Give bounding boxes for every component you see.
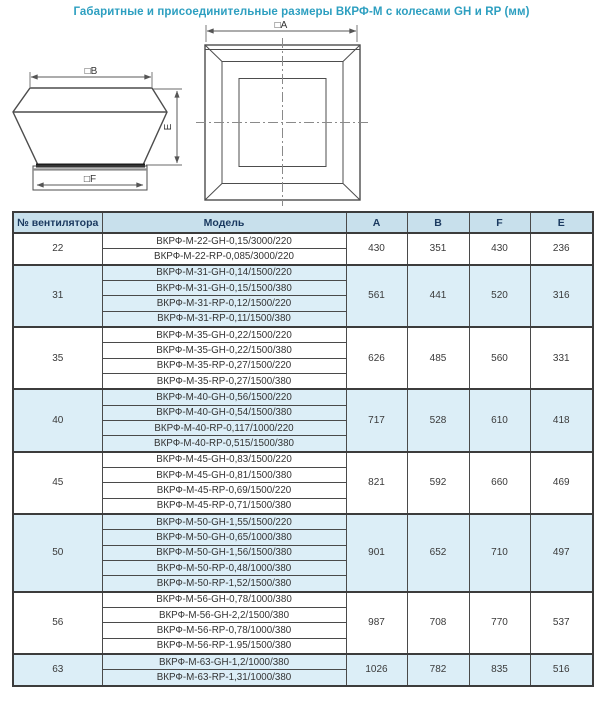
dim-b-cell: 351 xyxy=(407,233,469,265)
table-row xyxy=(13,452,593,468)
model-cell: ВКРФ-М-50-GH-1,55/1500/220 xyxy=(102,514,346,530)
dim-b-cell: 441 xyxy=(407,265,469,327)
dim-f-cell: 560 xyxy=(469,327,530,389)
dim-e-cell: 516 xyxy=(530,654,593,686)
dim-f-label: □F xyxy=(83,174,97,185)
model-cell: ВКРФ-М-40-GH-0,54/1500/380 xyxy=(102,405,346,420)
dim-e-cell: 469 xyxy=(530,452,593,514)
dim-b-label: □B xyxy=(84,66,98,77)
model-cell: ВКРФ-М-31-GH-0,15/1500/380 xyxy=(102,281,346,296)
header-dim-e: E xyxy=(530,212,593,233)
model-cell: ВКРФ-М-31-RP-0,12/1500/220 xyxy=(102,296,346,311)
table-row xyxy=(13,327,593,343)
dimensions-table xyxy=(12,211,594,687)
page-title: Габаритные и присоединительные размеры ВКРФ-М с колесами GH и RP (мм) xyxy=(73,6,530,18)
fan-number-cell: 45 xyxy=(13,452,102,514)
dim-f-cell: 430 xyxy=(469,233,530,265)
dim-a-cell: 430 xyxy=(346,233,407,265)
dim-f-cell: 520 xyxy=(469,265,530,327)
header-model: Модель xyxy=(102,212,346,233)
model-cell: ВКРФ-М-50-GH-0,65/1000/380 xyxy=(102,530,346,545)
model-cell: ВКРФ-М-45-RP-0,71/1500/380 xyxy=(102,498,346,514)
table-row xyxy=(13,233,593,249)
dim-e-cell: 331 xyxy=(530,327,593,389)
model-cell: ВКРФ-М-35-GH-0,22/1500/380 xyxy=(102,343,346,358)
model-cell: ВКРФ-М-35-RP-0,27/1500/380 xyxy=(102,374,346,390)
dim-f-cell: 610 xyxy=(469,389,530,451)
header-dim-f: F xyxy=(469,212,530,233)
table-row xyxy=(13,592,593,608)
table-header-row xyxy=(13,212,593,233)
table-row xyxy=(13,514,593,530)
table-row xyxy=(13,265,593,281)
model-cell: ВКРФ-М-63-GH-1,2/1000/380 xyxy=(102,654,346,670)
model-cell: ВКРФ-М-50-GH-1,56/1500/380 xyxy=(102,545,346,560)
model-cell: ВКРФ-М-50-RP-0,48/1000/380 xyxy=(102,560,346,575)
fan-number-cell: 40 xyxy=(13,389,102,451)
fan-number-cell: 35 xyxy=(13,327,102,389)
fan-number-cell: 31 xyxy=(13,265,102,327)
model-cell: ВКРФ-М-31-GH-0,14/1500/220 xyxy=(102,265,346,281)
table-body xyxy=(13,233,593,686)
dim-f-cell: 835 xyxy=(469,654,530,686)
header-dim-b: B xyxy=(407,212,469,233)
model-cell: ВКРФ-М-22-GH-0,15/3000/220 xyxy=(102,233,346,249)
header-dim-a: A xyxy=(346,212,407,233)
dim-a-cell: 717 xyxy=(346,389,407,451)
dim-b-cell: 708 xyxy=(407,592,469,654)
dim-a-cell: 901 xyxy=(346,514,407,592)
model-cell: ВКРФ-М-63-RP-1,31/1000/380 xyxy=(102,670,346,686)
dim-a-cell: 626 xyxy=(346,327,407,389)
dim-f-cell: 660 xyxy=(469,452,530,514)
dim-a-cell: 987 xyxy=(346,592,407,654)
dim-e-label: E xyxy=(163,123,174,131)
model-cell: ВКРФ-М-45-GH-0,81/1500/380 xyxy=(102,468,346,483)
table-row xyxy=(13,654,593,670)
model-cell: ВКРФ-М-56-GH-0,78/1000/380 xyxy=(102,592,346,608)
dim-e-cell: 497 xyxy=(530,514,593,592)
fan-number-cell: 50 xyxy=(13,514,102,592)
model-cell: ВКРФ-М-31-RP-0,11/1500/380 xyxy=(102,311,346,327)
dim-f-cell: 770 xyxy=(469,592,530,654)
dim-f-cell: 710 xyxy=(469,514,530,592)
header-fan-no: № вентилятора xyxy=(13,212,102,233)
dim-e-cell: 418 xyxy=(530,389,593,451)
dim-e-cell: 236 xyxy=(530,233,593,265)
model-cell: ВКРФ-М-56-GH-2,2/1500/380 xyxy=(102,608,346,623)
table-row xyxy=(13,389,593,405)
model-cell: ВКРФ-М-45-GH-0,83/1500/220 xyxy=(102,452,346,468)
fan-top-view-drawing xyxy=(196,20,369,206)
model-cell: ВКРФ-М-56-RP-0,78/1000/380 xyxy=(102,623,346,638)
dim-b-cell: 592 xyxy=(407,452,469,514)
dim-a-cell: 1026 xyxy=(346,654,407,686)
dim-a-cell: 821 xyxy=(346,452,407,514)
model-cell: ВКРФ-М-45-RP-0,69/1500/220 xyxy=(102,483,346,498)
dim-b-cell: 782 xyxy=(407,654,469,686)
model-cell: ВКРФ-М-22-RP-0,085/3000/220 xyxy=(102,249,346,265)
model-cell: ВКРФ-М-35-GH-0,22/1500/220 xyxy=(102,327,346,343)
dim-a-label: □A xyxy=(274,20,288,31)
fan-side-view-drawing xyxy=(13,66,182,190)
dim-b-cell: 528 xyxy=(407,389,469,451)
model-cell: ВКРФ-М-56-RP-1.95/1500/380 xyxy=(102,638,346,654)
dim-b-cell: 485 xyxy=(407,327,469,389)
dimension-drawings xyxy=(0,0,603,210)
model-cell: ВКРФ-М-40-RP-0,117/1000/220 xyxy=(102,421,346,436)
dim-b-cell: 652 xyxy=(407,514,469,592)
dim-a-cell: 561 xyxy=(346,265,407,327)
fan-cowl-outline xyxy=(13,88,167,165)
model-cell: ВКРФ-М-40-RP-0,515/1500/380 xyxy=(102,436,346,452)
dim-e-cell: 537 xyxy=(530,592,593,654)
model-cell: ВКРФ-М-40-GH-0,56/1500/220 xyxy=(102,389,346,405)
fan-number-cell: 63 xyxy=(13,654,102,686)
fan-number-cell: 56 xyxy=(13,592,102,654)
fan-number-cell: 22 xyxy=(13,233,102,265)
model-cell: ВКРФ-М-50-RP-1,52/1500/380 xyxy=(102,576,346,592)
model-cell: ВКРФ-М-35-RP-0,27/1500/220 xyxy=(102,358,346,373)
dim-e-cell: 316 xyxy=(530,265,593,327)
